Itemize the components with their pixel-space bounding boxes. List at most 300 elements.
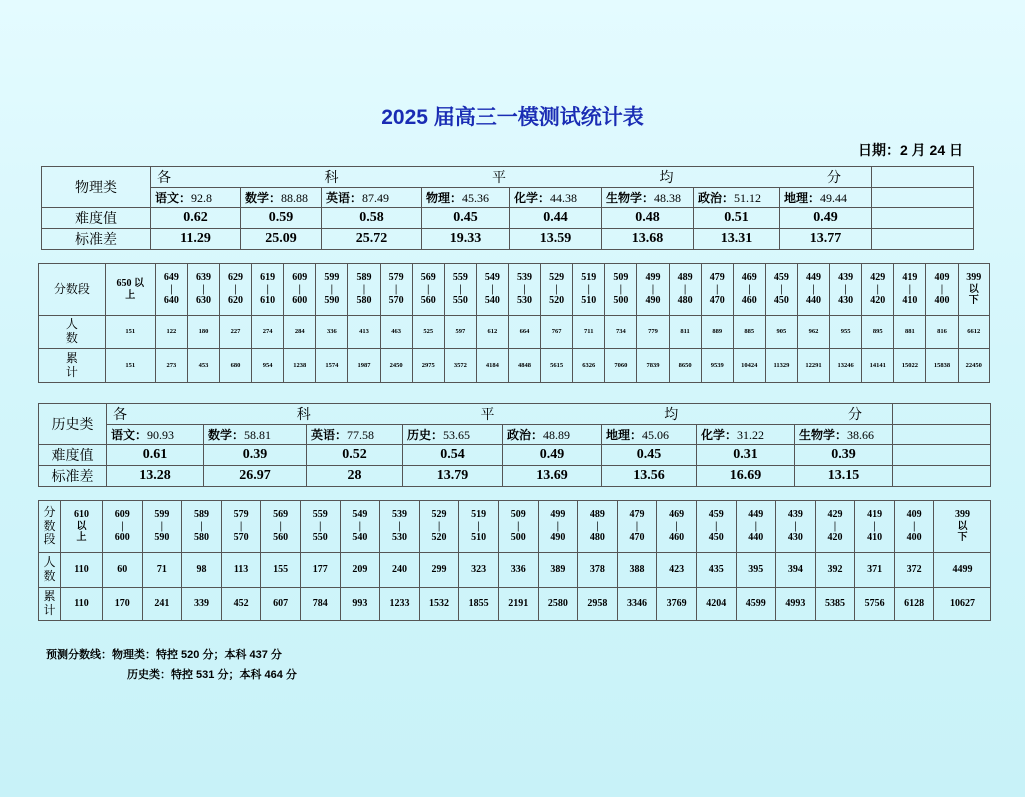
cell-line: 500 <box>613 295 629 307</box>
empty-cell <box>893 445 991 466</box>
cell-line: | <box>239 520 243 532</box>
subject-average <box>602 425 697 445</box>
empty-cell <box>872 229 974 250</box>
std-value: 11.29 <box>151 229 241 250</box>
cumulative-cell: 1238 <box>284 349 316 383</box>
cell-line: 449 <box>806 272 822 284</box>
difficulty-value: 0.61 <box>107 445 204 466</box>
cumulative-cell: 4599 <box>736 588 776 621</box>
score-band <box>605 264 637 316</box>
count-label <box>39 316 106 349</box>
count-cell: 389 <box>538 553 578 588</box>
cumulative-label <box>39 588 61 621</box>
cell-line: | <box>266 283 269 295</box>
cell-line: 460 <box>741 295 757 307</box>
cell-line: 630 <box>195 295 211 307</box>
difficulty-value: 0.54 <box>403 445 503 466</box>
std-value: 13.56 <box>602 466 697 487</box>
cell-line: | <box>170 283 173 295</box>
score-band <box>142 501 182 553</box>
cell-line: | <box>716 283 719 295</box>
subject-name: 英语： <box>311 428 348 442</box>
cell-line: | <box>940 283 944 295</box>
score-band <box>958 264 989 316</box>
history-average-table <box>38 403 991 487</box>
cumulative-cell: 5385 <box>815 588 855 621</box>
cell-line: 580 <box>193 532 209 544</box>
std-value: 13.15 <box>795 466 893 487</box>
cumulative-cell: 4993 <box>776 588 816 621</box>
cell-line: 619 <box>260 272 276 284</box>
cell-line: 人 <box>43 555 56 570</box>
cell-line: 累 <box>65 350 78 365</box>
cell-line: 600 <box>114 532 130 544</box>
cell-line: 数 <box>65 331 78 345</box>
std-value: 13.68 <box>602 229 694 250</box>
count-cell: 122 <box>155 316 187 349</box>
score-band <box>105 264 155 316</box>
cell-line: 640 <box>163 295 179 307</box>
empty-cell <box>872 188 974 208</box>
score-band <box>187 264 219 316</box>
cumulative-cell: 241 <box>142 588 182 621</box>
score-band <box>508 264 540 316</box>
count-cell: 284 <box>284 316 316 349</box>
history-category-label: 历史类 <box>39 404 107 445</box>
cell-line: 599 <box>154 509 170 521</box>
cell-line: 559 <box>312 509 328 521</box>
std-value: 13.69 <box>503 466 602 487</box>
cell-line: 469 <box>741 272 757 284</box>
cell-line: 650 以 <box>116 278 144 289</box>
cell-line: 上 <box>125 289 136 301</box>
cumulative-cell: 7839 <box>637 349 669 383</box>
cell-line: 439 <box>787 509 803 521</box>
cell-line: 下 <box>957 532 968 544</box>
cell-line: 以 <box>76 520 87 532</box>
count-cell: 209 <box>340 553 380 588</box>
subject-average <box>241 188 322 208</box>
subject-average-value: 58.81 <box>244 428 272 442</box>
subject-average <box>503 425 602 445</box>
subject-average <box>422 188 510 208</box>
count-cell: 612 <box>476 316 508 349</box>
cumulative-cell: 2191 <box>498 588 538 621</box>
cumulative-cell: 2580 <box>538 588 578 621</box>
count-cell: 881 <box>894 316 926 349</box>
cumulative-cell: 7060 <box>605 349 637 383</box>
cell-line: 569 <box>420 272 436 284</box>
cell-line: 439 <box>838 272 854 284</box>
score-band <box>476 264 508 316</box>
count-label <box>39 553 61 588</box>
cell-line: 400 <box>934 295 950 307</box>
cell-line: | <box>844 283 847 295</box>
cumulative-cell: 993 <box>340 588 380 621</box>
count-cell: 113 <box>221 553 261 588</box>
cell-line: 579 <box>233 509 249 521</box>
score-band <box>541 264 573 316</box>
cell-line: 489 <box>589 509 605 521</box>
empty-cell <box>893 425 991 445</box>
score-band <box>855 501 895 553</box>
cell-line: 550 <box>452 295 468 307</box>
count-cell: 6612 <box>958 316 989 349</box>
cell-line: | <box>715 520 718 532</box>
subject-name: 政治： <box>698 191 735 205</box>
subject-average <box>694 188 780 208</box>
difficulty-value: 0.52 <box>307 445 403 466</box>
difficulty-value: 0.44 <box>510 208 602 229</box>
cumulative-cell: 5615 <box>541 349 573 383</box>
cumulative-cell: 110 <box>61 588 103 621</box>
cumulative-cell: 680 <box>220 349 252 383</box>
cell-line: 450 <box>708 532 724 544</box>
cumulative-cell: 1233 <box>380 588 420 621</box>
cell-line: 479 <box>709 272 725 284</box>
subject-average-value: 51.12 <box>734 191 762 205</box>
subject-name: 语文： <box>155 191 192 205</box>
difficulty-value: 0.49 <box>503 445 602 466</box>
count-cell: 177 <box>300 553 340 588</box>
cell-line: 419 <box>902 272 918 284</box>
cell-line: 520 <box>431 532 447 544</box>
score-band <box>459 501 499 553</box>
physics-average-header: 各 科 平 均 分 <box>151 167 872 188</box>
cumulative-cell: 6128 <box>894 588 934 621</box>
cell-line: 620 <box>228 295 244 307</box>
std-value: 28 <box>307 466 403 487</box>
subject-average-value: 88.88 <box>281 191 309 205</box>
std-value: 25.09 <box>241 229 322 250</box>
band-label <box>39 501 61 553</box>
cell-line: 上 <box>76 532 87 544</box>
score-band <box>926 264 958 316</box>
score-band <box>300 501 340 553</box>
cell-line: 470 <box>709 295 725 307</box>
count-cell: 463 <box>380 316 412 349</box>
difficulty-value: 0.48 <box>602 208 694 229</box>
subject-average <box>204 425 307 445</box>
score-band <box>220 264 252 316</box>
cumulative-cell: 2975 <box>412 349 444 383</box>
cell-line: 410 <box>867 532 883 544</box>
cell-line: 479 <box>629 509 645 521</box>
cell-line: 累 <box>43 589 56 604</box>
cell-line: 570 <box>388 295 404 307</box>
cell-line: 529 <box>431 509 447 521</box>
count-cell: 895 <box>862 316 894 349</box>
difficulty-value: 0.39 <box>204 445 307 466</box>
prediction-line-history: 历史类：特控 531 分；本科 464 分 <box>127 669 297 681</box>
score-band <box>182 501 222 553</box>
count-cell: 394 <box>776 553 816 588</box>
cumulative-cell: 15838 <box>926 349 958 383</box>
cell-line: | <box>596 520 599 532</box>
cell-line: 599 <box>324 272 340 284</box>
cell-line: | <box>362 283 366 295</box>
cumulative-cell: 10424 <box>733 349 765 383</box>
score-band <box>701 264 733 316</box>
count-cell: 299 <box>419 553 459 588</box>
std-label: 标准差 <box>39 466 107 487</box>
subject-name: 数学： <box>245 191 282 205</box>
difficulty-value: 0.39 <box>795 445 893 466</box>
cell-line: | <box>121 520 124 532</box>
score-band <box>862 264 894 316</box>
difficulty-value: 0.49 <box>780 208 872 229</box>
cell-line: 629 <box>228 272 244 284</box>
subject-average-value: 38.66 <box>847 428 875 442</box>
cumulative-cell: 607 <box>261 588 301 621</box>
std-value: 13.31 <box>694 229 780 250</box>
cell-line: 499 <box>550 509 566 521</box>
subject-name: 政治： <box>507 428 544 442</box>
subject-average-value: 48.89 <box>543 428 571 442</box>
cumulative-cell: 4204 <box>696 588 736 621</box>
cell-line: | <box>437 520 441 532</box>
score-band <box>815 501 855 553</box>
difficulty-value: 0.51 <box>694 208 780 229</box>
cell-line: | <box>587 283 590 295</box>
count-cell: 905 <box>765 316 797 349</box>
cell-line: 以 <box>957 520 968 532</box>
cell-line: | <box>812 283 815 295</box>
count-cell: 151 <box>105 316 155 349</box>
cell-line: | <box>908 283 911 295</box>
cell-line: 469 <box>669 509 685 521</box>
subject-average <box>780 188 872 208</box>
score-band <box>252 264 284 316</box>
count-cell: 392 <box>815 553 855 588</box>
cell-line: 数 <box>43 518 56 533</box>
cell-line: | <box>780 283 783 295</box>
count-cell: 889 <box>701 316 733 349</box>
score-band <box>934 501 991 553</box>
history-distribution-table <box>38 500 991 621</box>
count-cell: 767 <box>541 316 573 349</box>
score-band <box>573 264 605 316</box>
count-cell: 597 <box>444 316 476 349</box>
score-band <box>797 264 829 316</box>
count-cell: 336 <box>498 553 538 588</box>
count-cell: 423 <box>657 553 697 588</box>
cell-line: | <box>234 283 237 295</box>
cell-line: 589 <box>193 509 209 521</box>
count-cell: 962 <box>797 316 829 349</box>
cell-line: 489 <box>677 272 693 284</box>
cell-line: 560 <box>273 532 289 544</box>
subject-name: 物理： <box>426 191 463 205</box>
cumulative-cell: 3769 <box>657 588 697 621</box>
cell-line: 549 <box>484 272 500 284</box>
cell-line: 440 <box>748 532 764 544</box>
count-cell: 779 <box>637 316 669 349</box>
score-band <box>103 501 143 553</box>
cell-line: 420 <box>827 532 843 544</box>
std-value: 13.77 <box>780 229 872 250</box>
subject-name: 化学： <box>514 191 551 205</box>
cumulative-cell: 22450 <box>958 349 989 383</box>
cell-line: | <box>202 283 205 295</box>
cell-line: | <box>794 520 797 532</box>
cell-line: 470 <box>629 532 645 544</box>
subject-average <box>697 425 795 445</box>
cell-line: 519 <box>581 272 597 284</box>
cumulative-cell: 3572 <box>444 349 476 383</box>
cumulative-cell: 2450 <box>380 349 412 383</box>
subject-average-value: 48.38 <box>654 191 682 205</box>
cell-line: 509 <box>613 272 629 284</box>
cell-line: 460 <box>669 532 685 544</box>
count-cell: 711 <box>573 316 605 349</box>
difficulty-value: 0.45 <box>422 208 510 229</box>
cell-line: 人 <box>65 317 78 332</box>
cumulative-cell: 12291 <box>797 349 829 383</box>
subject-average-value: 87.49 <box>362 191 390 205</box>
std-value: 25.72 <box>322 229 422 250</box>
cell-line: | <box>876 283 879 295</box>
cell-line: 计 <box>65 364 78 379</box>
subject-average-value: 49.44 <box>820 191 848 205</box>
subject-average-value: 31.22 <box>737 428 765 442</box>
subject-average <box>602 188 694 208</box>
cell-line: 569 <box>273 509 289 521</box>
score-band <box>380 264 412 316</box>
cell-line: | <box>619 283 622 295</box>
cell-line: | <box>319 520 322 532</box>
cell-line: 590 <box>154 532 170 544</box>
score-band <box>637 264 669 316</box>
cell-line: 510 <box>471 532 487 544</box>
count-cell: 71 <box>142 553 182 588</box>
cell-line: 410 <box>902 295 918 307</box>
cell-line: 520 <box>549 295 565 307</box>
cell-line: | <box>833 520 837 532</box>
physics-distribution-table <box>38 263 990 383</box>
cumulative-cell: 273 <box>155 349 187 383</box>
cell-line: 550 <box>312 532 328 544</box>
count-cell: 664 <box>508 316 540 349</box>
cumulative-cell: 453 <box>187 349 219 383</box>
cell-line: | <box>873 520 876 532</box>
count-cell: 98 <box>182 553 222 588</box>
cell-line: | <box>491 283 494 295</box>
score-band <box>340 501 380 553</box>
std-value: 13.79 <box>403 466 503 487</box>
cell-line: 509 <box>510 509 526 521</box>
cell-line: 409 <box>906 509 922 521</box>
count-cell: 155 <box>261 553 301 588</box>
subject-name: 数学： <box>208 428 245 442</box>
cumulative-cell: 339 <box>182 588 222 621</box>
score-band <box>894 501 934 553</box>
cell-line: 下 <box>968 295 979 307</box>
history-average-header: 各 科 平 均 分 <box>107 404 893 425</box>
subject-name: 生物学： <box>799 428 848 442</box>
std-value: 26.97 <box>204 466 307 487</box>
cell-line: | <box>160 520 163 532</box>
cell-line: | <box>683 283 687 295</box>
count-cell: 60 <box>103 553 143 588</box>
cell-line: 数 <box>43 569 56 583</box>
score-band <box>617 501 657 553</box>
subject-average-value: 92.8 <box>191 191 213 205</box>
cell-line: 589 <box>356 272 372 284</box>
cell-line: 450 <box>773 295 789 307</box>
cell-line: 530 <box>517 295 533 307</box>
count-cell: 180 <box>187 316 219 349</box>
cell-line: 399 <box>954 509 970 521</box>
cell-line: | <box>675 520 678 532</box>
subject-average-value: 44.38 <box>550 191 578 205</box>
count-cell: 378 <box>578 553 618 588</box>
subject-name: 地理： <box>606 428 643 442</box>
cumulative-cell: 11329 <box>765 349 797 383</box>
cell-line: 639 <box>195 272 211 284</box>
score-band <box>765 264 797 316</box>
cumulative-cell: 3346 <box>617 588 657 621</box>
score-band <box>444 264 476 316</box>
cell-line: 610 <box>74 509 89 521</box>
cell-line: 399 <box>966 272 982 284</box>
score-band <box>284 264 316 316</box>
cell-line: | <box>427 283 430 295</box>
count-cell: 395 <box>736 553 776 588</box>
std-value: 19.33 <box>422 229 510 250</box>
cell-line: 490 <box>550 532 566 544</box>
cell-line: 499 <box>645 272 661 284</box>
cell-line: | <box>477 520 480 532</box>
subject-average <box>151 188 241 208</box>
cell-line: 459 <box>773 272 789 284</box>
count-cell: 371 <box>855 553 895 588</box>
subject-average-value: 45.06 <box>642 428 670 442</box>
cell-line: 549 <box>352 509 368 521</box>
cell-line: 560 <box>420 295 436 307</box>
score-band <box>733 264 765 316</box>
subject-average <box>403 425 503 445</box>
cell-line: 480 <box>677 295 693 307</box>
score-band <box>316 264 348 316</box>
cell-line: 529 <box>549 272 565 284</box>
subject-average-value: 53.65 <box>443 428 471 442</box>
count-cell: 885 <box>733 316 765 349</box>
cell-line: 419 <box>867 509 883 521</box>
cumulative-cell: 2958 <box>578 588 618 621</box>
cell-line: | <box>748 283 751 295</box>
cell-line: | <box>555 283 558 295</box>
count-cell: 4499 <box>934 553 991 588</box>
cell-line: 429 <box>827 509 843 521</box>
difficulty-value: 0.45 <box>602 445 697 466</box>
cell-line: | <box>200 520 203 532</box>
cell-line: 以 <box>968 283 979 295</box>
cumulative-cell: 1855 <box>459 588 499 621</box>
std-value: 13.59 <box>510 229 602 250</box>
score-band <box>736 501 776 553</box>
cell-line: | <box>523 283 526 295</box>
std-value: 16.69 <box>697 466 795 487</box>
count-cell: 323 <box>459 553 499 588</box>
subject-average <box>107 425 204 445</box>
band-label: 分数段 <box>39 264 106 316</box>
count-cell: 435 <box>696 553 736 588</box>
empty-cell <box>893 466 991 487</box>
physics-average-table <box>41 166 974 250</box>
cell-line: 539 <box>391 509 407 521</box>
cell-line: 590 <box>324 295 340 307</box>
